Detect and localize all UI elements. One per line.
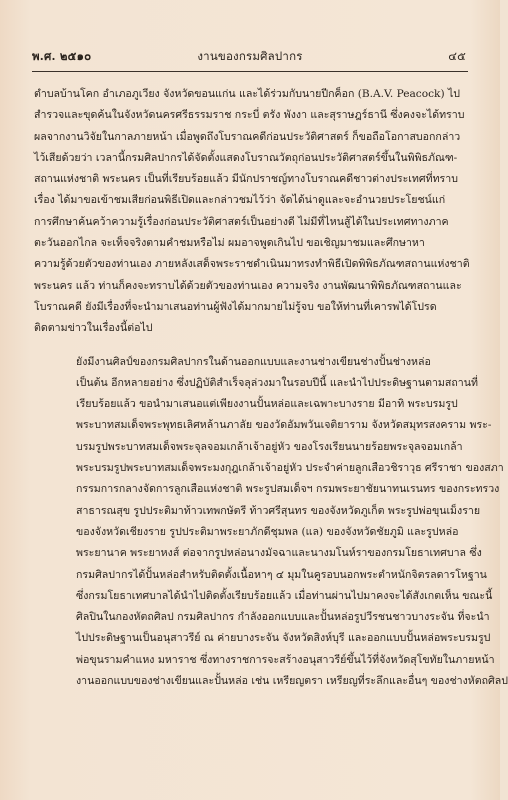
text-line: พระบาทสมเด็จพระพุทธเลิศหล้านภาลัย ของวัดอัมพวันเจติยาราม จังหวัดสมุทรสงคราม พระ- xyxy=(76,419,492,432)
text-line: สำรวจและขุดค้นในจังหวัดนครศรีธรรมราช กระบี่ ตรัง พังงา และสุราษฎร์ธานี ซึ่งคงจะได้ทราบ xyxy=(34,109,465,122)
text-line: ความรู้ด้วยตัวของท่านเอง ภายหลังเสด็จพระราชดำเนินมาทรงทำพิธีเปิดพิพิธภัณฑสถานแห่งชาติ xyxy=(34,258,470,271)
text-line: เรียบร้อยแล้ว ขอนำมาเสนอแต่เพียงงานปั้นหล่อและเฉพาะบางราย มีอาทิ พระบรมรูป xyxy=(76,398,458,411)
header-title: งานของกรมศิลปากร xyxy=(197,49,303,63)
text-line: ไว้เสียด้วยว่า เวลานี้กรมศิลปากรได้จัดตั้งแสดงโบราณวัตถุก่อนประวัติศาสตร์ขึ้นในพิพิธภัณฑ- xyxy=(34,151,458,164)
text-line: พระนคร แล้ว ท่านก็คงจะทราบได้ด้วยตัวของท่านเอง ความจริง งานพัฒนาพิพิธภัณฑสถานและ xyxy=(34,279,462,292)
text-line: กรรมการกลางจัดการลูกเสือแห่งชาติ พระรูปสมเด็จฯ กรมพระยาชัยนาทนเรนทร ของกระทรวง xyxy=(76,483,500,496)
text-line: พระยานาค พระยาหงส์ ต่อจากรูปหล่อนางมัจฉาและนางมโนห์ราของกรมโยธาเทศบาล ซึ่ง xyxy=(76,547,482,560)
text-line: ศิลปินในกองหัตถศิลป กรมศิลปากร กำลังออกแบบและปั้นหล่อรูปวีรชนชาวบางระจัน ที่จะนำ xyxy=(76,611,490,624)
text-line: สาธารณสุข รูปประติมาท้าวเทพกษัตรี ท้าวศรีสุนทร ของจังหวัดภูเก็ต พระรูปพ่อขุนเม็งราย xyxy=(76,504,481,517)
body-text xyxy=(34,84,508,692)
text-line: ยังมีงานศิลป์ของกรมศิลปากรในด้านออกแบบและงานช่างเขียนช่างปั้นช่างหล่อ xyxy=(76,355,431,368)
header-rule xyxy=(32,71,468,72)
text-line: ติดตามข่าวในเรื่องนี้ต่อไป xyxy=(34,322,153,335)
paragraph-prehistory xyxy=(34,84,470,340)
page-header xyxy=(32,47,468,65)
text-line: ไปประดิษฐานเป็นอนุสาวรีย์ ณ ค่ายบางระจัน จังหวัดสิงห์บุรี และออกแบบปั้นหล่อพระบรมรูป xyxy=(76,632,491,645)
text-line: ตะวันออกไกล จะเท็จจริงตามคำชมหรือไม่ ผมอาจพูดเกินไป ขอเชิญมาชมและศึกษาหา xyxy=(34,237,425,250)
text-line: พระบรมรูปพระบาทสมเด็จพระมงกุฎเกล้าเจ้าอยู่หัว ประจำค่ายลูกเสือวชิราวุธ ศรีราชา ของสภา xyxy=(76,462,504,475)
text-line: ของจังหวัดเชียงราย รูปประติมาพระยาภักดีชุมพล (แล) ของจังหวัดชัยภูมิ และรูปหล่อ xyxy=(76,525,459,538)
text-line: ผลจากงานวิจัยในกาลภายหน้า เมื่อพูดถึงโบราณคดีก่อนประวัติศาสตร์ ก็ขอถือโอกาสบอกกล่าว xyxy=(34,130,461,143)
text-line: กรมศิลปากรได้ปั้นหล่อสำหรับติดตั้งเนื้อหาๆ ๔ มุมในคูรอบนอกพระตำหนักจิตรลดารโหฐาน xyxy=(76,568,487,581)
text-line: งานออกแบบของช่างเขียนและปั้นหล่อ เช่น เหรียญตรา เหรียญที่ระลึกและอื่นๆ ของช่างหัตถศิลป xyxy=(76,675,508,688)
header-year: พ.ศ. ๒๕๑๐ xyxy=(32,49,92,63)
text-line: โบราณคดี ยังมีเรื่องที่จะนำมาเสนอท่านผู้ฟังได้มากมายไม่รู้จบ ขอให้ท่านที่เคารพได้โปรด xyxy=(34,300,437,313)
text-line: เป็นต้น อีกหลายอย่าง ซึ่งปฏิบัติสำเร็จลุล่วงมาในรอบปีนี้ และนำไปประดิษฐานตามสถานที่ xyxy=(76,376,478,389)
text-line: พ่อขุนรามคำแหง มหาราช ซึ่งทางราชการจะสร้างอนุสาวรีย์ขึ้นไว้ที่จังหวัดสุโขทัยในภายหน้า xyxy=(76,653,495,666)
text-line: การศึกษาค้นคว้าความรู้เรื่องก่อนประวัติศาสตร์เป็นอย่างดี ไม่มีที่ไหนสู้ได้ในประเทศทางภาค xyxy=(34,215,449,228)
paragraph-art-works xyxy=(34,352,508,693)
text-line: สถานแห่งชาติ พระนคร เป็นที่เรียบร้อยแล้ว มีนักปราชญ์ทางโบราณคดีชาวต่างประเทศที่ทราบ xyxy=(34,173,458,186)
text-line: ตำบลบ้านโคก อำเภอภูเวียง จังหวัดขอนแก่น และได้ร่วมกับนายปีกค็อก (B.A.V. Peacock) ไป xyxy=(34,88,461,100)
text-line: บรมรูปพระบาทสมเด็จพระจุลจอมเกล้าเจ้าอยู่หัว ของโรงเรียนนายร้อยพระจุลจอมเกล้า xyxy=(76,440,463,453)
page-number: ๔๕ xyxy=(448,49,466,63)
text-line: ซึ่งกรมโยธาเทศบาลได้นำไปติดตั้งเรียบร้อยแล้ว เมื่อท่านผ่านไปมาคงจะได้สังเกตเห็น ขณะนี้ xyxy=(76,589,493,602)
text-line: เรื่อง ได้มาขอเข้าชมเสียก่อนพิธีเปิดและกล่าวชมไว้ว่า จัดได้น่าดูและจะอำนวยประโยชน์แก่ xyxy=(34,194,446,207)
